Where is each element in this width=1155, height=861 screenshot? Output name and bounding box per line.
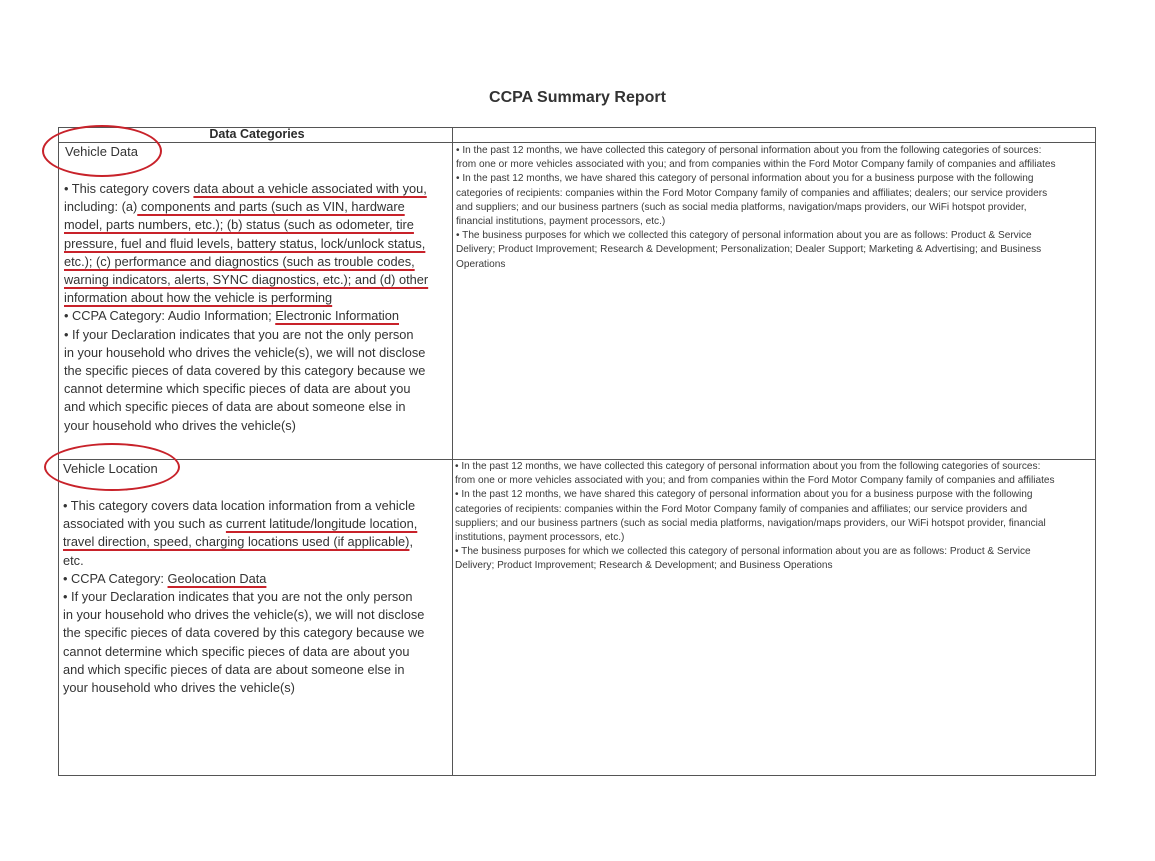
text-line: from one or more vehicles associated with you; and from companies within the Ford Motor Company family of companies and affiliates [456,159,1056,171]
text-line: • In the past 12 months, we have shared this category of personal information about you for a business purpose with the following [455,489,1033,501]
text-line: • This category covers data location information from a vehicle [63,498,416,513]
text-line [63,515,455,533]
vehicle-data-disclosures [456,144,1098,272]
text-line: • If your Declaration indicates that you are not the only person [64,326,414,342]
vehicle-data-description [64,180,456,435]
section-title-vehicle-data: Vehicle Data [65,144,138,159]
section-title-vehicle-location: Vehicle Location [63,461,158,476]
underlined-text: data about a vehicle associated with you, [193,181,427,196]
text-line [63,533,455,551]
text-line: financial institutions, payment processors, etc.) [456,216,666,228]
text-line: and which specific pieces of data are about someone else in [64,399,406,415]
underlined-text: Geolocation Data [167,570,267,586]
text-line: • In the past 12 months, we have collected this category of personal information about you from the following categories of sources: [455,461,1041,472]
text-line: • The business purposes for which we collected this category of personal information about you are as follows: Product & Service [455,546,1031,558]
text-line: in your household who drives the vehicle(s), we will not disclose [63,607,425,623]
text-line: Delivery; Product Improvement; Research & Development; Personalization; Dealer Support; Marketing & Advertising; and Business [456,244,1042,256]
text-line: Operations [456,258,506,270]
text-line [63,570,455,588]
data-categories-header: Data Categories [209,127,305,141]
underlined-text: pressure, fuel and fluid levels, battery status, lock/unlock status, [64,235,426,251]
text-span: , [409,534,413,550]
underlined-text: information about how the vehicle is performing [64,290,333,306]
text-line: in your household who drives the vehicle(s), we will not disclose [64,344,426,360]
text-line: and which specific pieces of data are about someone else in [63,661,405,677]
underlined-text: warning indicators, alerts, SYNC diagnostics, etc.); and (d) other [64,272,429,288]
text-line: from one or more vehicles associated with you; and from companies within the Ford Motor Company family of companies and affiliates [455,475,1055,487]
text-span: • CCPA Category: [63,570,168,586]
text-line: and suppliers; and our business partners (such as social media platforms, navigation/maps providers, our WiFi hotspot provider, [456,201,1027,213]
text-span: associated with you such as [63,516,226,532]
underlined-text: etc.); (c) performance and diagnostics (such as trouble codes, [64,253,415,269]
text-line [64,198,456,216]
underlined-text: current latitude/longitude location, [225,516,418,532]
text-line: institutions, payment processors, etc.) [455,532,625,544]
underlined-text: travel direction, speed, charging locations used (if applicable) [63,534,410,550]
text-line: • If your Declaration indicates that you are not the only person [63,589,413,605]
vehicle-location-disclosures [455,460,1097,574]
text-line: • In the past 12 months, we have shared this category of personal information about you for a business purpose with the following [456,173,1034,185]
text-line: Delivery; Product Improvement; Research & Development; and Business Operations [455,560,833,572]
text-line: the specific pieces of data covered by this category because we [63,625,425,641]
text-span: including: (a) [64,199,138,215]
text-line: • The business purposes for which we collected this category of personal information about you are as follows: Product & Service [456,230,1032,242]
table-bottom-border [58,775,1096,776]
text-line: • In the past 12 months, we have collected this category of personal information about you from the following categories of sources: [456,145,1042,156]
text-line: cannot determine which specific pieces of data are about you [64,381,411,397]
text-line: categories of recipients: companies within the Ford Motor Company family of companies and affiliates; our service providers and [455,503,1028,515]
text-line [64,307,456,325]
report-title: CCPA Summary Report [489,89,666,106]
text-line [64,180,456,198]
text-line: suppliers; and our business partners (such as social media platforms, navigation/maps providers, our WiFi hotspot provider, financial [455,517,1046,529]
underlined-text: components and parts (such as VIN, hardware [137,199,405,215]
text-line: categories of recipients: companies within the Ford Motor Company family of companies and affiliates; dealers; our service providers [456,187,1048,199]
text-span: • CCPA Category: Audio Information; [64,308,276,324]
table-header-divider [58,142,1096,143]
text-span: • This category covers [64,181,194,196]
text-line: your household who drives the vehicle(s) [64,417,296,433]
vehicle-location-description [63,497,455,697]
text-line: cannot determine which specific pieces of data are about you [63,643,410,659]
underlined-text: Electronic Information [275,308,399,324]
text-line: the specific pieces of data covered by this category because we [64,363,426,379]
text-line: your household who drives the vehicle(s) [63,680,295,696]
underlined-text: model, parts numbers, etc.); (b) status (such as odometer, tire [64,217,414,233]
text-line: etc. [63,552,84,568]
